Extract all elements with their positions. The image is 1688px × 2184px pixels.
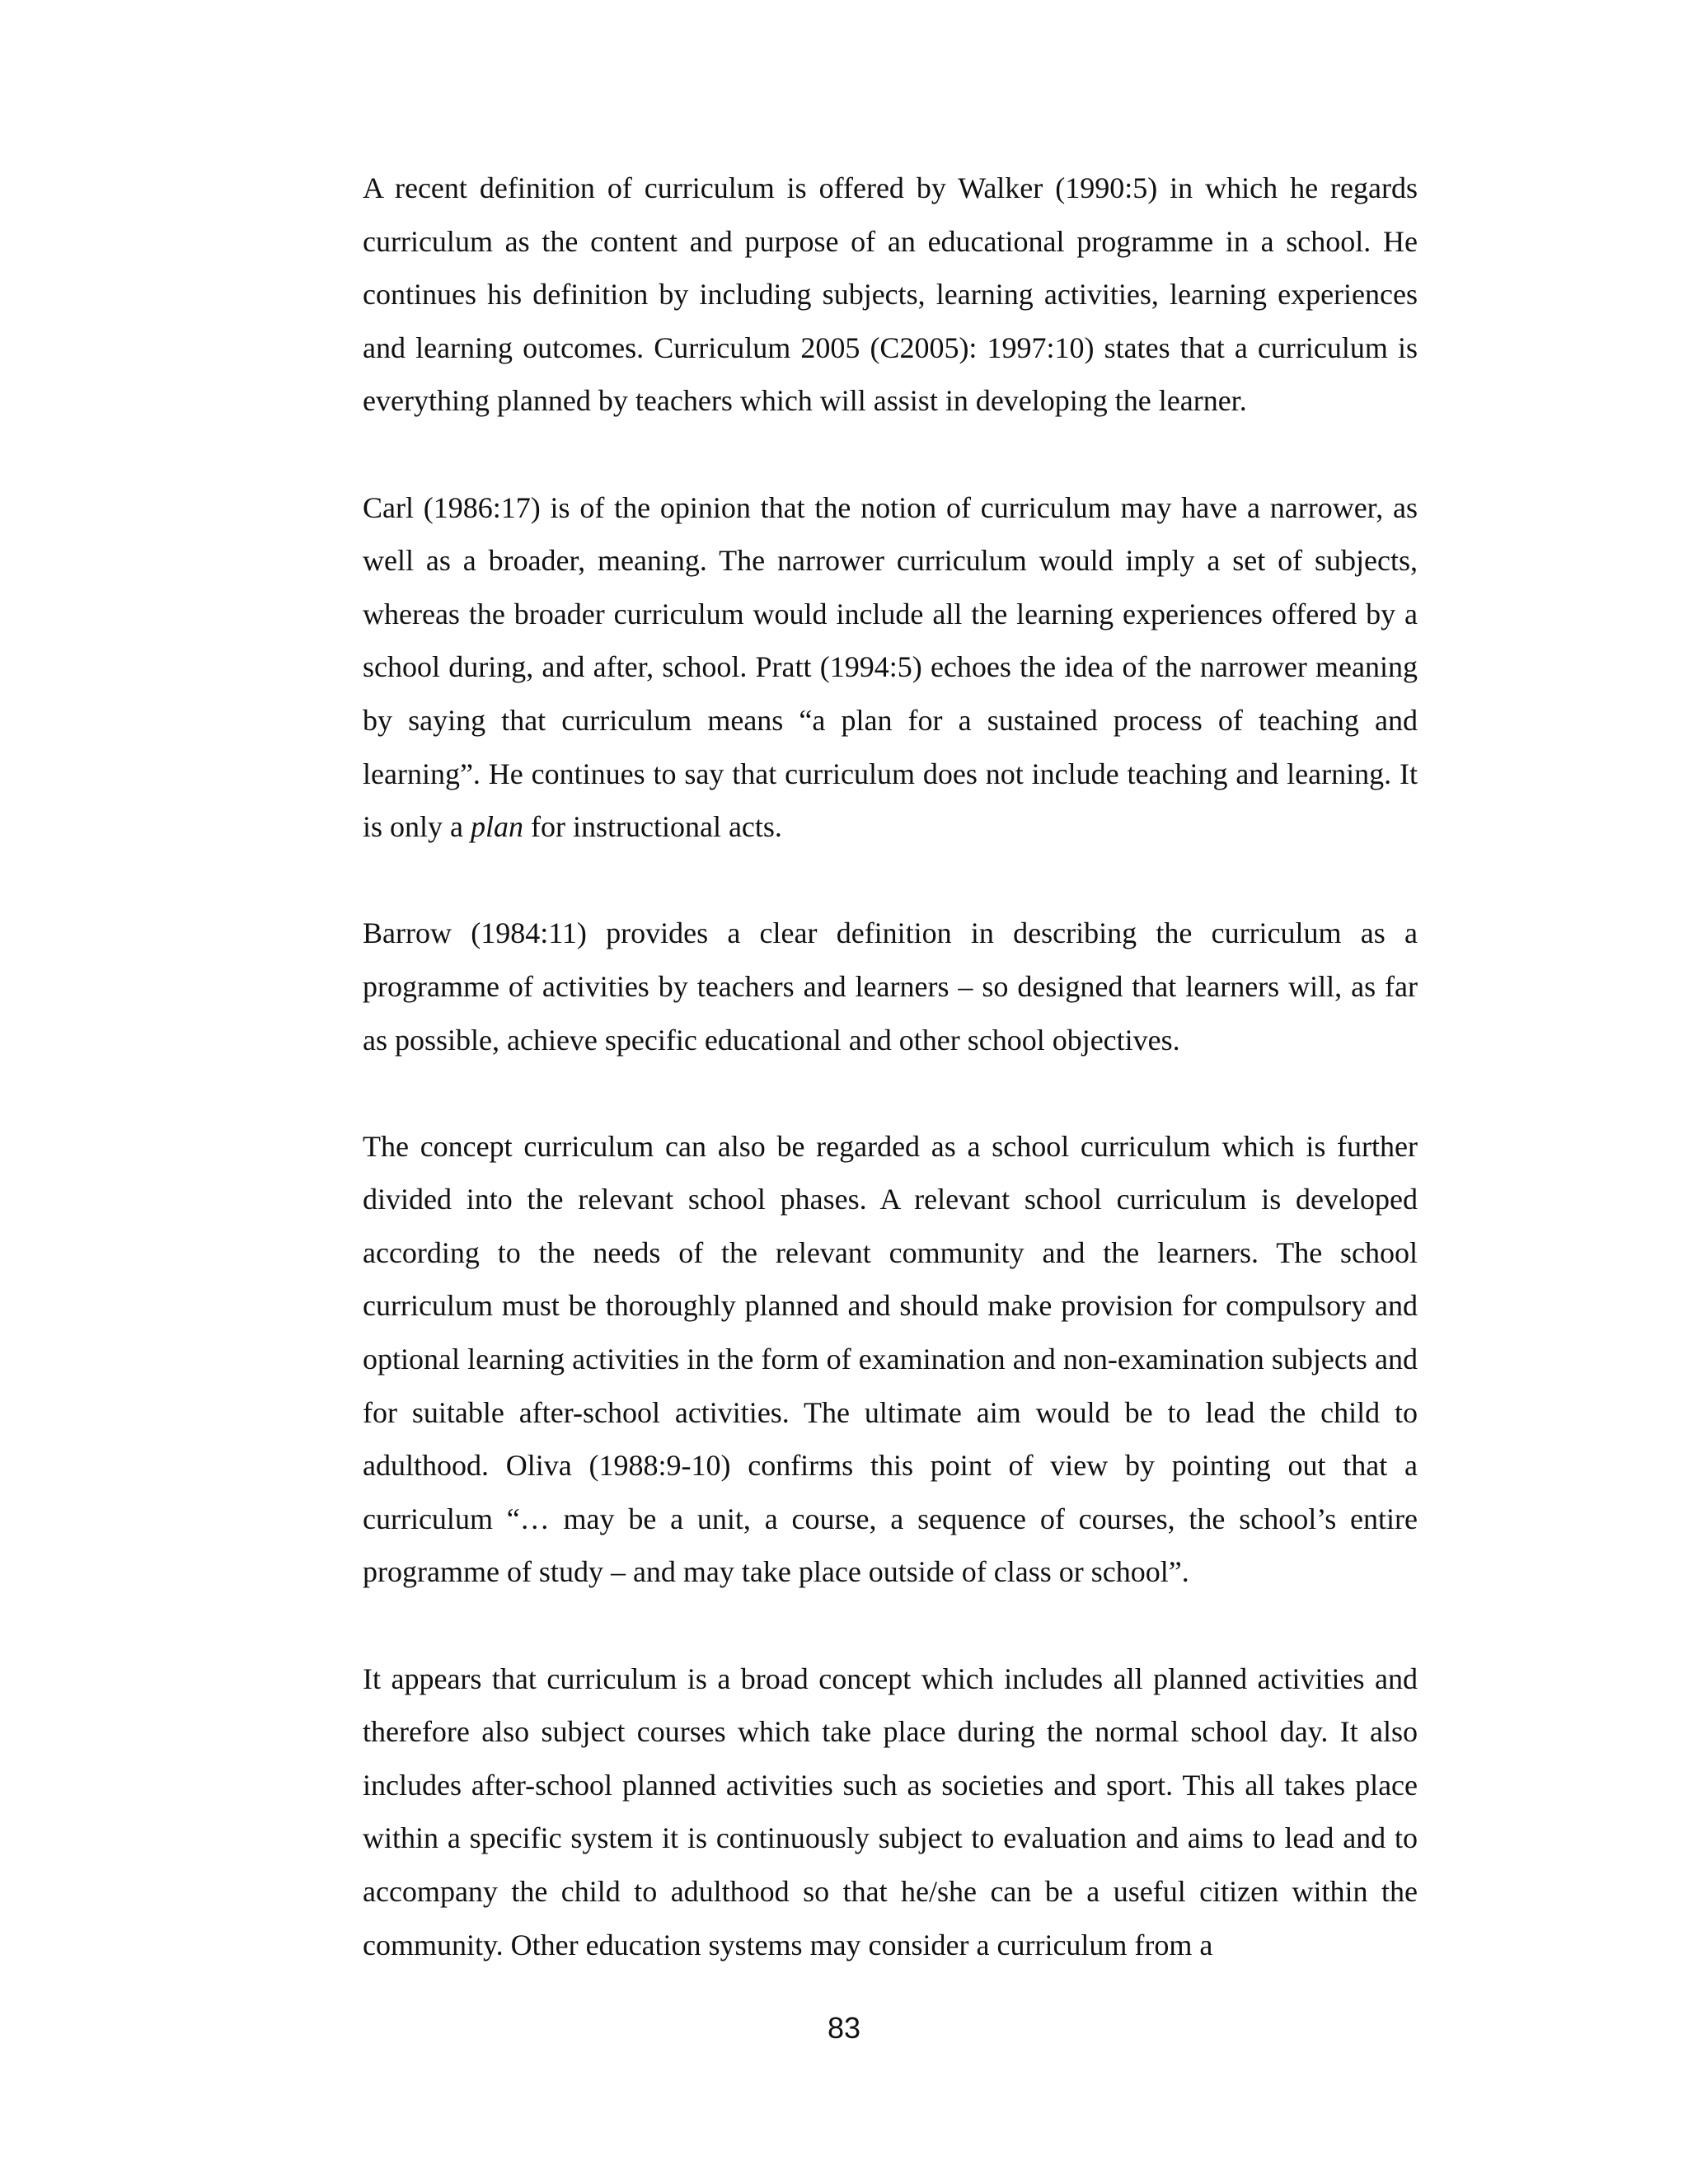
paragraph-broad-concept <box>363 1652 1418 1972</box>
paragraph-text: The concept curriculum can also be regarded as a school curriculum which is further divided into the relevant school phases. A relevant school curriculum is developed according to the needs of the relevant community and the learners. The school curriculum must be thoroughly planned and should make provision for compulsory and optional learning activities in the form of examination and non-examination subjects and for suitable after-school activities. The ultimate aim would be to lead the child to adulthood. Oliva (1988:9-10) confirms this point of view by pointing out that a curriculum “… may be a unit, a course, a sequence of courses, the school’s entire programme of study – and may take place outside of class or school”. <box>363 1129 1418 1589</box>
paragraph-carl-opinion <box>363 481 1418 854</box>
paragraph-text: Barrow (1984:11) provides a clear definition in describing the curriculum as a programme of activities by teachers and learners – so designed that learners will, as far as possible, achieve specific educational and other school objectives. <box>363 916 1418 1057</box>
paragraph-text: A recent definition of curriculum is offered by Walker (1990:5) in which he regards curriculum as the content and purpose of an educational programme in a school. He continues his definition by including subjects, learning activities, learning experiences and learning outcomes. Curriculum 2005 (C2005): 1997:10) states that a curriculum is everything planned by teachers which will assist in developing the learner. <box>363 171 1418 418</box>
italic-word-plan: plan <box>471 810 524 844</box>
paragraph-text-after: for instructional acts. <box>523 810 782 844</box>
paragraph-school-curriculum <box>363 1120 1418 1599</box>
body-text <box>363 162 1418 1971</box>
page-number: 83 <box>827 2011 861 2045</box>
paragraph-text: Carl (1986:17) is of the opinion that the notion of curriculum may have a narrower, as well as a broader, meaning. The narrower curriculum would imply a set of subjects, whereas the broader curriculum would include all the learning experiences offered by a school during, and after, school. Pratt (1994:5) echoes the idea of the narrower meaning by saying that curriculum means “a plan for a sustained process of teaching and learning”. He continues to say that curriculum does not include teaching and learning. It is only a <box>363 490 1418 844</box>
paragraph-barrow-definition <box>363 907 1418 1066</box>
paragraph-walker-definition <box>363 162 1418 428</box>
paragraph-text: It appears that curriculum is a broad concept which includes all planned activities and therefore also subject courses which take place during the normal school day. It also includes after-school planned activities such as societies and sport. This all takes place within a specific system it is continuously subject to evaluation and aims to lead and to accompany the child to adulthood so that he/she can be a useful citizen within the community. Other education systems may consider a curriculum from a <box>363 1661 1418 1961</box>
